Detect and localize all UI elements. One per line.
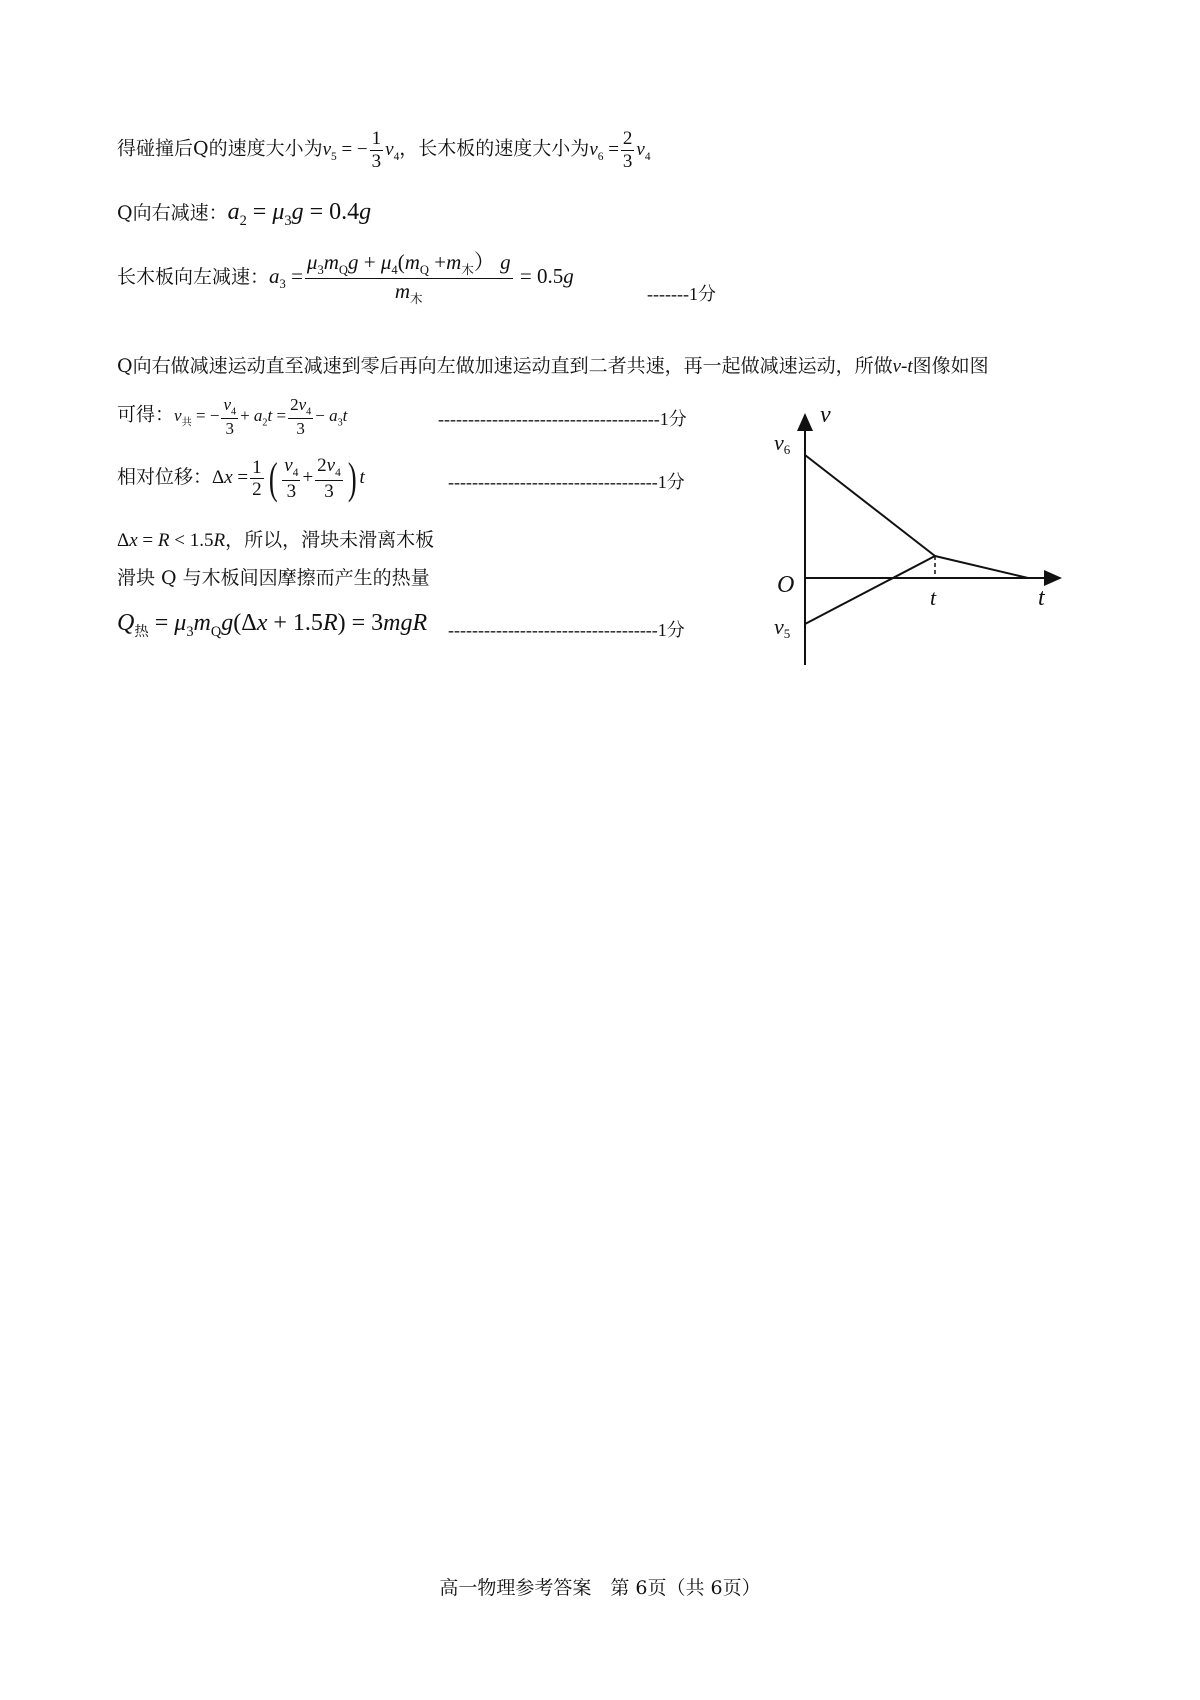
line-heat-formula — [117, 610, 427, 641]
text-graph-ref: 图像如图 — [912, 355, 989, 377]
formula-v6: $v_6$ = $\frac{2}{3}$ $v_4$ — [589, 128, 651, 172]
line-condition — [117, 525, 434, 552]
v-axis-label: v — [820, 402, 831, 428]
formula-a3: $a_3$ = $\frac{\mu_3m_Qg + \mu_4(m_Q +m_木) g}{m_木}$ = 0.5g — [269, 250, 574, 306]
score-v-common: -------------------------------------1分 — [438, 409, 687, 429]
line-collision-velocities — [117, 128, 651, 173]
formula-v-common: $v_共$ = − $\frac{v_4}{3}$ + $a_2t$ = $\frac{2v_4}{3}$ − $a_3t$ — [174, 395, 348, 439]
formula-a2: $a_2 = \mu_3g = 0.4g$ — [227, 199, 372, 229]
text-board-velocity: ，长木板的速度大小为 — [399, 137, 590, 160]
text-collision-q: 得碰撞后Q的速度大小为 — [117, 137, 323, 160]
origin-label: O — [777, 572, 795, 598]
t-axis-label: t — [1038, 585, 1045, 611]
text-vt-label: v-t — [892, 356, 913, 377]
text-obtain: 可得： — [117, 403, 175, 426]
line-heat-intro — [117, 563, 430, 590]
line-relative-displacement — [117, 455, 365, 503]
line-common-velocity — [117, 395, 347, 439]
formula-heat: $Q_热 = \mu_3m_Qg(\Delta x + 1.5R) = 3mgR$ — [117, 610, 428, 640]
board-velocity-line — [805, 455, 935, 556]
q-velocity-line — [805, 556, 935, 624]
line-board-decelerate — [117, 250, 574, 306]
text-conclusion: ，所以，滑块未滑离木板 — [225, 529, 435, 551]
formula-delta-x: Δx = $\frac{1}{2}$ ( $\frac{v_4}{3}$ + $\frac{2v_4}{3}$ ) t — [212, 453, 365, 503]
formula-condition: Δx = R < 1.5R — [117, 530, 226, 551]
vt-graph — [770, 400, 1070, 670]
text-displacement: 相对位移： — [117, 466, 213, 489]
line-q-decelerate — [117, 198, 371, 230]
common-velocity-line — [935, 556, 1028, 578]
formula-v5: $v_5$ = − $\frac{1}{3}$ $v_4$ — [322, 128, 400, 172]
text-q-right: Q向右减速： — [117, 202, 228, 224]
page-footer: 高一物理参考答案 第 6页（共 6页） — [439, 1577, 761, 1599]
v6-label: v6 — [774, 430, 791, 457]
score-heat: -----------------------------------1分 — [448, 620, 685, 640]
score-a3: -------1分 — [647, 284, 716, 304]
text-heat-intro: 滑块 Q 与木板间因摩擦而产生的热量 — [117, 567, 430, 589]
v5-label: v5 — [774, 614, 791, 641]
text-board-left: 长木板向左减速： — [117, 265, 270, 288]
text-description: Q向右做减速运动直至减速到零后再向左做加速运动直到二者共速，再一起做减速运动，所做 — [117, 355, 893, 377]
line-description — [117, 351, 989, 378]
score-delta-x: -----------------------------------1分 — [448, 472, 685, 492]
t-mark-label: t — [930, 585, 937, 610]
